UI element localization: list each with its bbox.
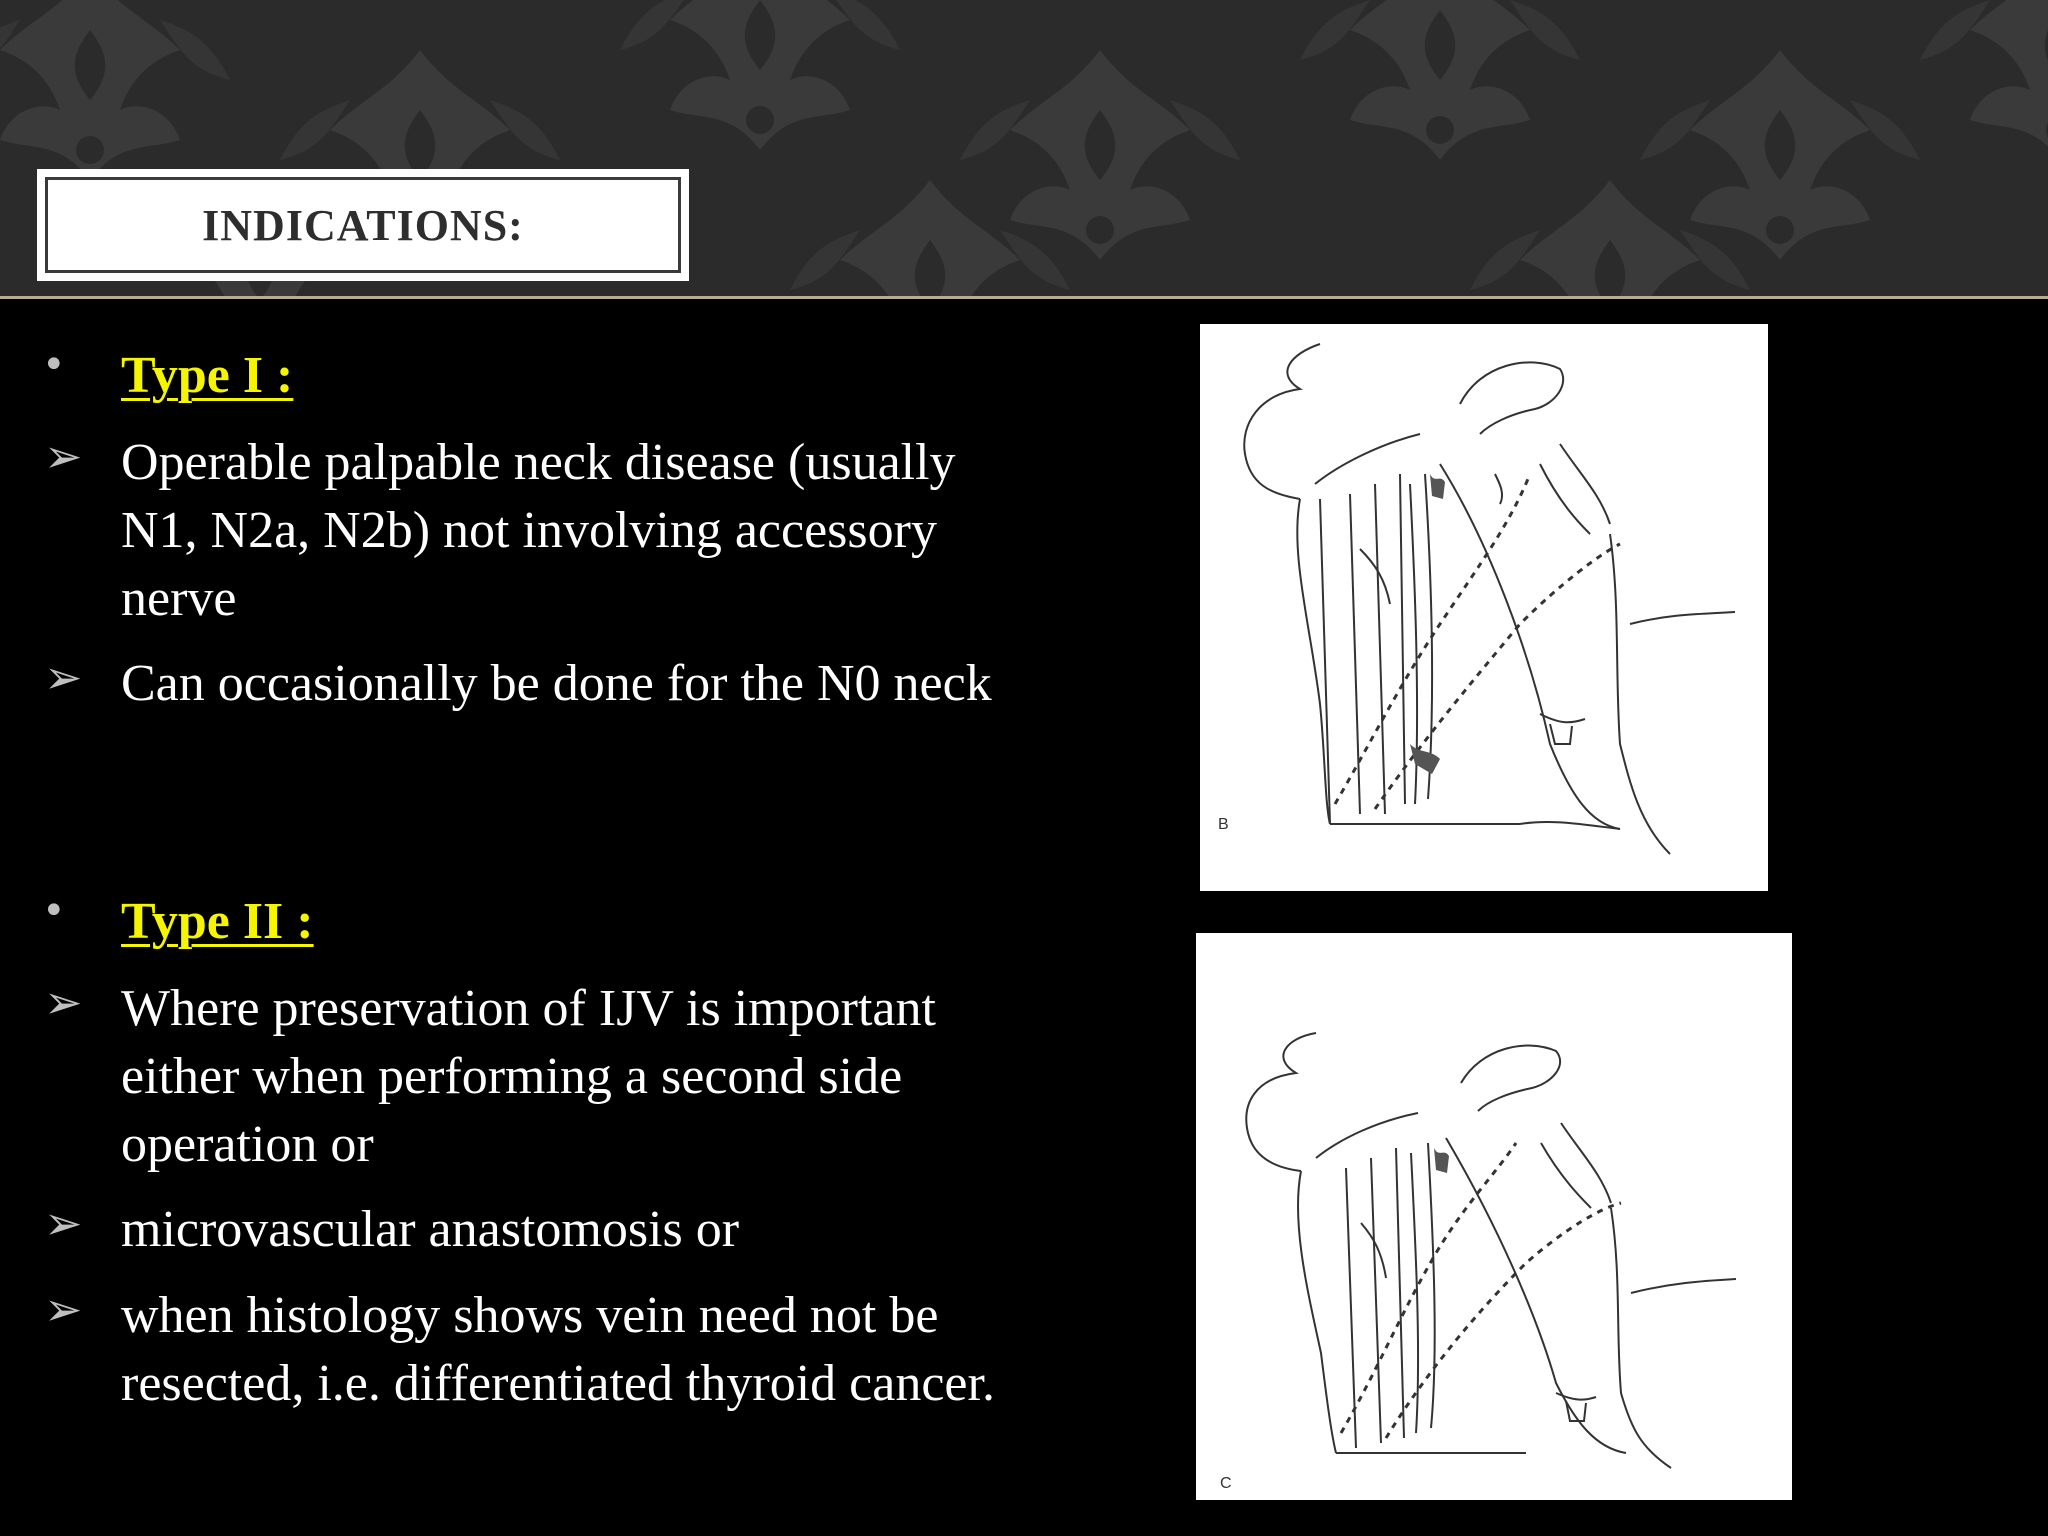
title-box-frame bbox=[45, 177, 681, 273]
section-heading: Type I : bbox=[121, 347, 294, 404]
list-item-text: microvascular anastomosis or bbox=[121, 1201, 740, 1258]
figure-label: C bbox=[1220, 1475, 1232, 1492]
figure-b bbox=[1200, 324, 1768, 891]
list-item-text: Can occasionally be done for the N0 neck bbox=[121, 655, 992, 712]
header-divider bbox=[0, 296, 2048, 299]
section-heading: Type II : bbox=[121, 893, 314, 950]
arrow-bullet-icon: ➢ bbox=[44, 975, 83, 1029]
figure-label: B bbox=[1218, 816, 1229, 833]
figure-c bbox=[1196, 933, 1792, 1500]
title-box bbox=[37, 169, 689, 281]
list-item-text: Where preservation of IJV is important either when performing a second side operation or bbox=[121, 980, 936, 1173]
arrow-bullet-icon: ➢ bbox=[44, 1196, 83, 1250]
neck-dissection-illustration-icon bbox=[1200, 324, 1768, 891]
list-item-text: when histology shows vein need not be resected, i.e. differentiated thyroid cancer. bbox=[121, 1287, 995, 1412]
bullet-dot-icon: • bbox=[42, 888, 66, 934]
arrow-bullet-icon: ➢ bbox=[44, 650, 83, 704]
arrow-bullet-icon: ➢ bbox=[44, 429, 83, 483]
neck-dissection-illustration-icon bbox=[1196, 933, 1792, 1500]
page-title: INDICATIONS: bbox=[202, 200, 524, 250]
arrow-bullet-icon: ➢ bbox=[44, 1282, 83, 1336]
list-item-text: Operable palpable neck disease (usually N1, N2a, N2b) not involving accessory nerve bbox=[121, 434, 956, 627]
bullet-dot-icon: • bbox=[42, 342, 66, 388]
